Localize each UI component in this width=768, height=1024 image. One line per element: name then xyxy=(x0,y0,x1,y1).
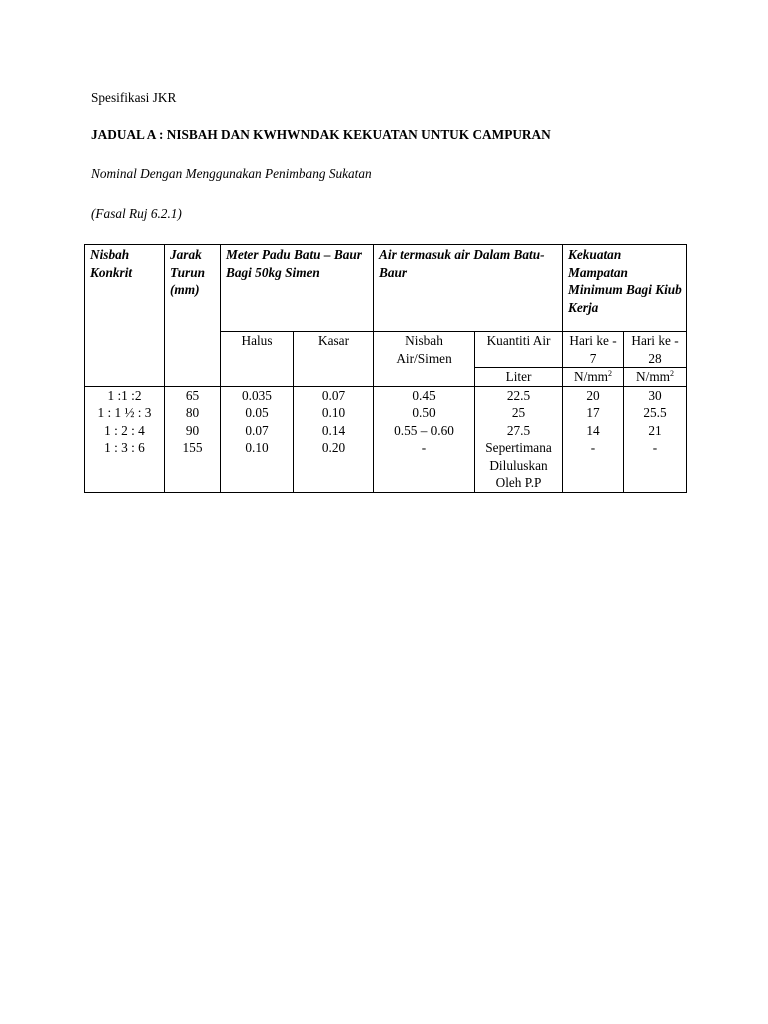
table-row xyxy=(85,439,687,492)
cell-day28: - xyxy=(624,439,687,492)
cell-kasar: 0.20 xyxy=(294,439,374,492)
header-kekuatan: Kekuatan Mampatan Minimum Bagi Kiub Kerja xyxy=(563,245,687,332)
cell-water-qty: 25 xyxy=(475,404,563,422)
cell-ratio: 1 : 2 : 4 xyxy=(85,422,165,440)
table-subtitle: Nominal Dengan Menggunakan Penimbang Sukatan xyxy=(91,166,372,181)
cell-kasar: 0.07 xyxy=(294,386,374,404)
cell-slump: 90 xyxy=(165,422,221,440)
cell-day28: 21 xyxy=(624,422,687,440)
cell-kasar: 0.10 xyxy=(294,404,374,422)
subheader-hari-7: Hari ke - 7 xyxy=(563,332,624,368)
unit-nmm-text: N/mm xyxy=(574,369,608,384)
mix-ratio-table xyxy=(84,244,687,493)
cell-halus: 0.035 xyxy=(221,386,294,404)
cell-water-cement: - xyxy=(374,439,475,492)
cell-halus: 0.07 xyxy=(221,422,294,440)
cell-water-qty: 27.5 xyxy=(475,422,563,440)
cell-water-cement: 0.55 – 0.60 xyxy=(374,422,475,440)
cell-water-cement: 0.45 xyxy=(374,386,475,404)
table-row xyxy=(85,404,687,422)
cell-day7: 14 xyxy=(563,422,624,440)
cell-day7: 17 xyxy=(563,404,624,422)
header-nisbah-konkrit: Nisbah Konkrit xyxy=(85,245,165,387)
subheader-kasar: Kasar xyxy=(294,332,374,387)
cell-ratio: 1 : 1 ½ : 3 xyxy=(85,404,165,422)
cell-day28: 25.5 xyxy=(624,404,687,422)
cell-ratio: 1 : 3 : 6 xyxy=(85,439,165,492)
unit-nmm-text: N/mm xyxy=(636,369,670,384)
unit-exponent: 2 xyxy=(670,369,674,378)
table-title: JADUAL A : NISBAH DAN KWHWNDAK KEKUATAN UNTUK CAMPURAN xyxy=(91,127,551,142)
cell-slump: 80 xyxy=(165,404,221,422)
subheader-nisbah-air-simen: Nisbah Air/Simen xyxy=(374,332,475,387)
cell-slump: 65 xyxy=(165,386,221,404)
cell-slump: 155 xyxy=(165,439,221,492)
header-jarak-turun: Jarak Turun (mm) xyxy=(165,245,221,387)
unit-nmm2-day28 xyxy=(624,368,687,387)
cell-halus: 0.10 xyxy=(221,439,294,492)
cell-ratio: 1 :1 :2 xyxy=(85,386,165,404)
subheader-halus: Halus xyxy=(221,332,294,387)
clause-reference: (Fasal Ruj 6.2.1) xyxy=(91,206,182,221)
unit-nmm2-day7 xyxy=(563,368,624,387)
cell-kasar: 0.14 xyxy=(294,422,374,440)
cell-day7: - xyxy=(563,439,624,492)
unit-liter: Liter xyxy=(475,368,563,387)
cell-water-qty: 22.5 xyxy=(475,386,563,404)
document-header: Spesifikasi JKR xyxy=(91,90,177,105)
unit-exponent: 2 xyxy=(608,369,612,378)
cell-day7: 20 xyxy=(563,386,624,404)
header-meter-padu: Meter Padu Batu – Baur Bagi 50kg Simen xyxy=(221,245,374,332)
header-air: Air termasuk air Dalam Batu-Baur xyxy=(374,245,563,332)
cell-halus: 0.05 xyxy=(221,404,294,422)
table-row xyxy=(85,422,687,440)
subheader-kuantiti-air: Kuantiti Air xyxy=(475,332,563,368)
cell-water-cement: 0.50 xyxy=(374,404,475,422)
cell-water-qty: Sepertimana Diluluskan Oleh P.P xyxy=(475,439,563,492)
subheader-hari-28: Hari ke - 28 xyxy=(624,332,687,368)
table-row xyxy=(85,386,687,404)
cell-day28: 30 xyxy=(624,386,687,404)
